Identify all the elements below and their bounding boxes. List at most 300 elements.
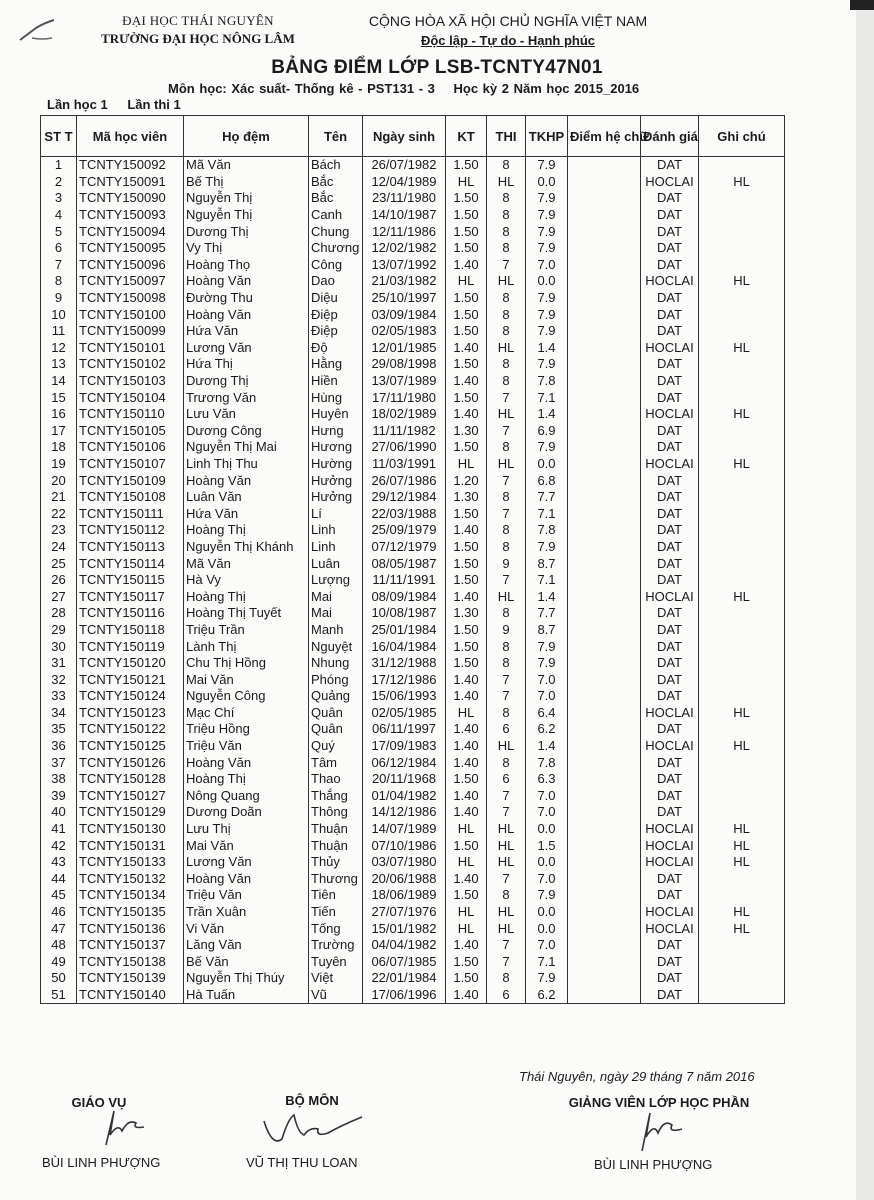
university-name: ĐẠI HỌC THÁI NGUYÊN [122,13,274,28]
cell-surname: Lưu Thị [184,821,309,838]
cell-evaluation: HOCLAI [641,920,699,937]
cell-kt: 1.50 [446,887,487,904]
cell-evaluation: DAT [641,522,699,539]
cell-letter-grade [568,987,641,1004]
cell-evaluation: DAT [641,257,699,274]
cell-kt: 1.40 [446,671,487,688]
cell-letter-grade [568,721,641,738]
cell-evaluation: HOCLAI [641,406,699,423]
cell-dob: 17/06/1996 [363,987,446,1004]
cell-thi: 8 [487,887,526,904]
handwritten-signature [88,1105,148,1149]
cell-stt: 7 [41,257,77,274]
cell-student-code: TCNTY150092 [77,157,184,174]
cell-student-code: TCNTY150134 [77,887,184,904]
cell-kt: 1.40 [446,754,487,771]
cell-thi: HL [487,588,526,605]
cell-note [699,423,785,440]
cell-kt: 1.50 [446,356,487,373]
cell-thi: 6 [487,987,526,1004]
cell-student-code: TCNTY150110 [77,406,184,423]
cell-letter-grade [568,705,641,722]
cell-tkhp: 6.3 [526,771,568,788]
cell-student-code: TCNTY150118 [77,622,184,639]
cell-letter-grade [568,588,641,605]
cell-kt: 1.50 [446,505,487,522]
cell-name: Việt [309,970,363,987]
table-row [41,837,785,854]
cell-thi: 8 [487,290,526,307]
cell-name: Quân [309,721,363,738]
table-row [41,970,785,987]
cell-note: HL [699,456,785,473]
cell-dob: 27/07/1976 [363,904,446,921]
cell-student-code: TCNTY150127 [77,788,184,805]
cell-thi: 7 [487,804,526,821]
cell-kt: 1.50 [446,389,487,406]
cell-thi: HL [487,406,526,423]
cell-tkhp: 7.7 [526,605,568,622]
table-row [41,871,785,888]
cell-tkhp: 7.9 [526,190,568,207]
cell-name: Bắc [309,190,363,207]
table-row [41,273,785,290]
cell-student-code: TCNTY150119 [77,638,184,655]
table-row [41,306,785,323]
cell-tkhp: 7.9 [526,157,568,174]
cell-dob: 11/11/1991 [363,572,446,589]
table-row [41,572,785,589]
cell-dob: 04/04/1982 [363,937,446,954]
cell-letter-grade [568,257,641,274]
table-row [41,505,785,522]
cell-surname: Nguyễn Thị Khánh [184,539,309,556]
cell-kt: 1.40 [446,406,487,423]
cell-tkhp: 1.4 [526,340,568,357]
cell-surname: Hoàng Văn [184,273,309,290]
signature-name: BÙI LINH PHƯỢNG [42,1155,161,1170]
page-title: BẢNG ĐIỂM LỚP LSB-TCNTY47N01 [271,57,603,78]
school-name: TRƯỜNG ĐẠI HỌC NÔNG LÂM [101,31,295,46]
cell-tkhp: 7.9 [526,290,568,307]
col-note: Ghi chú [699,116,785,157]
cell-tkhp: 1.4 [526,406,568,423]
cell-stt: 49 [41,954,77,971]
cell-note [699,240,785,257]
table-row [41,920,785,937]
cell-tkhp: 6.4 [526,705,568,722]
cell-tkhp: 7.0 [526,788,568,805]
cell-dob: 07/12/1979 [363,539,446,556]
cell-tkhp: 0.0 [526,854,568,871]
cell-kt: 1.20 [446,472,487,489]
cell-note [699,539,785,556]
cell-letter-grade [568,290,641,307]
cell-evaluation: DAT [641,970,699,987]
cell-stt: 45 [41,887,77,904]
cell-kt: 1.50 [446,290,487,307]
table-row [41,705,785,722]
cell-student-code: TCNTY150126 [77,754,184,771]
cell-tkhp: 7.0 [526,804,568,821]
cell-evaluation: DAT [641,937,699,954]
cell-evaluation: DAT [641,157,699,174]
cell-note [699,655,785,672]
cell-student-code: TCNTY150114 [77,555,184,572]
col-evaluation: Đánh giá [641,116,699,157]
cell-stt: 36 [41,738,77,755]
cell-note [699,290,785,307]
cell-thi: 8 [487,157,526,174]
cell-kt: 1.30 [446,423,487,440]
cell-thi: 7 [487,688,526,705]
cell-dob: 22/03/1988 [363,505,446,522]
cell-kt: 1.40 [446,373,487,390]
cell-dob: 13/07/1992 [363,257,446,274]
cell-kt: HL [446,705,487,722]
cell-kt: 1.50 [446,555,487,572]
col-kt: KT [446,116,487,157]
cell-kt: HL [446,456,487,473]
cell-stt: 48 [41,937,77,954]
table-row [41,622,785,639]
cell-surname: Chu Thị Hồng [184,655,309,672]
cell-dob: 01/04/1982 [363,788,446,805]
cell-thi: 7 [487,871,526,888]
cell-surname: Hà Vy [184,572,309,589]
cell-stt: 51 [41,987,77,1004]
cell-stt: 14 [41,373,77,390]
cell-evaluation: DAT [641,987,699,1004]
cell-dob: 17/11/1980 [363,389,446,406]
motto: Độc lập - Tự do - Hạnh phúc [420,33,596,48]
cell-thi: 7 [487,671,526,688]
cell-letter-grade [568,157,641,174]
cell-stt: 24 [41,539,77,556]
cell-evaluation: DAT [641,721,699,738]
cell-name: Điệp [309,323,363,340]
cell-evaluation: DAT [641,439,699,456]
cell-student-code: TCNTY150122 [77,721,184,738]
cell-surname: Hoàng Văn [184,754,309,771]
signature-role: GIÁO VỤ [71,1095,127,1110]
cell-letter-grade [568,788,641,805]
cell-student-code: TCNTY150105 [77,423,184,440]
cell-name: Hằng [309,356,363,373]
cell-note [699,638,785,655]
cell-stt: 40 [41,804,77,821]
cell-dob: 18/06/1989 [363,887,446,904]
cell-surname: Nguyễn Công [184,688,309,705]
cell-thi: 8 [487,638,526,655]
cell-kt: HL [446,821,487,838]
cell-name: Quân [309,705,363,722]
cell-kt: 1.40 [446,688,487,705]
cell-note: HL [699,920,785,937]
cell-evaluation: HOCLAI [641,837,699,854]
cell-student-code: TCNTY150104 [77,389,184,406]
col-dob: Ngày sinh [363,116,446,157]
cell-tkhp: 7.8 [526,754,568,771]
cell-note [699,804,785,821]
cell-surname: Nông Quang [184,788,309,805]
cell-thi: 7 [487,788,526,805]
cell-name: Tâm [309,754,363,771]
cell-letter-grade [568,854,641,871]
cell-stt: 32 [41,671,77,688]
cell-note [699,721,785,738]
table-row [41,472,785,489]
cell-letter-grade [568,439,641,456]
cell-surname: Lương Văn [184,340,309,357]
cell-dob: 12/04/1989 [363,174,446,191]
cell-name: Nhung [309,655,363,672]
cell-letter-grade [568,622,641,639]
cell-surname: Hà Tuấn [184,987,309,1004]
cell-thi: 8 [487,306,526,323]
cell-kt: 1.50 [446,970,487,987]
pen-mark [18,18,58,46]
cell-evaluation: DAT [641,871,699,888]
cell-student-code: TCNTY150124 [77,688,184,705]
cell-name: Trường [309,937,363,954]
cell-letter-grade [568,389,641,406]
col-thi: THI [487,116,526,157]
cell-name: Công [309,257,363,274]
cell-dob: 18/02/1989 [363,406,446,423]
table-row [41,406,785,423]
cell-evaluation: DAT [641,389,699,406]
cell-dob: 11/03/1991 [363,456,446,473]
table-row [41,954,785,971]
table-row [41,588,785,605]
cell-note [699,970,785,987]
cell-kt: 1.40 [446,788,487,805]
cell-letter-grade [568,207,641,224]
cell-evaluation: DAT [641,655,699,672]
cell-dob: 06/11/1997 [363,721,446,738]
table-row [41,373,785,390]
cell-dob: 03/09/1984 [363,306,446,323]
cell-stt: 42 [41,837,77,854]
cell-tkhp: 7.9 [526,655,568,672]
cell-dob: 06/07/1985 [363,954,446,971]
cell-name: Thủy [309,854,363,871]
cell-stt: 23 [41,522,77,539]
cell-thi: 6 [487,771,526,788]
cell-tkhp: 1.5 [526,837,568,854]
cell-dob: 15/01/1982 [363,920,446,937]
cell-stt: 33 [41,688,77,705]
cell-surname: Hoàng Thọ [184,257,309,274]
cell-student-code: TCNTY150108 [77,489,184,506]
cell-stt: 25 [41,555,77,572]
cell-stt: 20 [41,472,77,489]
exam-attempt: Lần thi 1 [127,97,181,112]
cell-student-code: TCNTY150100 [77,306,184,323]
grade-table-body [41,157,785,1004]
cell-tkhp: 8.7 [526,622,568,639]
cell-name: Manh [309,622,363,639]
cell-tkhp: 7.0 [526,937,568,954]
cell-stt: 9 [41,290,77,307]
cell-kt: 1.40 [446,738,487,755]
cell-tkhp: 7.9 [526,439,568,456]
cell-note [699,207,785,224]
date-line: Thái Nguyên, ngày 29 tháng 7 năm 2016 [519,1069,755,1084]
cell-letter-grade [568,970,641,987]
cell-thi: HL [487,456,526,473]
cell-letter-grade [568,771,641,788]
cell-letter-grade [568,821,641,838]
cell-surname: Hoàng Văn [184,871,309,888]
cell-evaluation: DAT [641,539,699,556]
cell-evaluation: HOCLAI [641,588,699,605]
cell-dob: 25/10/1997 [363,290,446,307]
cell-tkhp: 7.8 [526,373,568,390]
cell-surname: Triệu Hồng [184,721,309,738]
cell-student-code: TCNTY150135 [77,904,184,921]
cell-evaluation: DAT [641,622,699,639]
cell-letter-grade [568,323,641,340]
cell-stt: 50 [41,970,77,987]
table-row [41,721,785,738]
table-row [41,821,785,838]
cell-name: Thuận [309,837,363,854]
table-row [41,555,785,572]
cell-evaluation: DAT [641,323,699,340]
cell-thi: 7 [487,572,526,589]
cell-note [699,771,785,788]
cell-letter-grade [568,306,641,323]
cell-name: Diệu [309,290,363,307]
cell-surname: Trần Xuân [184,904,309,921]
cell-student-code: TCNTY150107 [77,456,184,473]
cell-thi: 7 [487,472,526,489]
cell-surname: Luân Văn [184,489,309,506]
cell-name: Thông [309,804,363,821]
cell-surname: Nguyễn Thị Thúy [184,970,309,987]
cell-evaluation: DAT [641,489,699,506]
cell-dob: 23/11/1980 [363,190,446,207]
cell-tkhp: 7.0 [526,257,568,274]
cell-kt: 1.40 [446,937,487,954]
cell-evaluation: DAT [641,754,699,771]
cell-stt: 31 [41,655,77,672]
cell-thi: 7 [487,257,526,274]
cell-surname: Hoàng Thị [184,522,309,539]
cell-letter-grade [568,738,641,755]
cell-evaluation: DAT [641,771,699,788]
cell-name: Lí [309,505,363,522]
cell-evaluation: DAT [641,190,699,207]
cell-thi: 8 [487,223,526,240]
cell-surname: Bế Văn [184,954,309,971]
cell-surname: Nguyễn Thị [184,207,309,224]
cell-dob: 08/05/1987 [363,555,446,572]
cell-evaluation: DAT [641,638,699,655]
cell-dob: 11/11/1982 [363,423,446,440]
cell-thi: 8 [487,489,526,506]
cell-stt: 8 [41,273,77,290]
cell-student-code: TCNTY150102 [77,356,184,373]
cell-kt: HL [446,174,487,191]
signature-role: GIẢNG VIÊN LỚP HỌC PHẦN [568,1095,750,1110]
issuer-block [88,12,308,48]
table-row [41,638,785,655]
cell-dob: 20/06/1988 [363,871,446,888]
cell-surname: Lương Văn [184,854,309,871]
cell-note [699,190,785,207]
cell-surname: Dương Thị [184,223,309,240]
cell-note: HL [699,588,785,605]
col-surname: Họ đệm [184,116,309,157]
table-row [41,340,785,357]
cell-evaluation: HOCLAI [641,705,699,722]
cell-note [699,954,785,971]
cell-thi: 8 [487,655,526,672]
cell-surname: Hoàng Thị [184,771,309,788]
cell-student-code: TCNTY150133 [77,854,184,871]
cell-name: Bắc [309,174,363,191]
cell-student-code: TCNTY150113 [77,539,184,556]
cell-student-code: TCNTY150091 [77,174,184,191]
cell-stt: 26 [41,572,77,589]
cell-thi: 9 [487,622,526,639]
table-row [41,190,785,207]
cell-name: Hùng [309,389,363,406]
cell-name: Linh [309,522,363,539]
cell-letter-grade [568,539,641,556]
cell-stt: 4 [41,207,77,224]
cell-name: Huyên [309,406,363,423]
cell-kt: 1.30 [446,605,487,622]
cell-kt: 1.40 [446,522,487,539]
table-row [41,738,785,755]
cell-tkhp: 7.9 [526,887,568,904]
cell-student-code: TCNTY150129 [77,804,184,821]
cell-student-code: TCNTY150125 [77,738,184,755]
cell-student-code: TCNTY150131 [77,837,184,854]
cell-name: Hiền [309,373,363,390]
table-row [41,240,785,257]
cell-student-code: TCNTY150138 [77,954,184,971]
cell-kt: 1.50 [446,655,487,672]
cell-thi: 8 [487,605,526,622]
cell-name: Chung [309,223,363,240]
cell-student-code: TCNTY150106 [77,439,184,456]
table-row [41,323,785,340]
cell-evaluation: DAT [641,373,699,390]
cell-stt: 43 [41,854,77,871]
cell-dob: 27/06/1990 [363,439,446,456]
course-info [168,81,653,96]
cell-kt: 1.50 [446,539,487,556]
cell-surname: Hoàng Thị Tuyết [184,605,309,622]
cell-evaluation: DAT [641,472,699,489]
cell-surname: Mã Văn [184,555,309,572]
signature-block-department [244,1093,380,1170]
cell-kt: 1.50 [446,240,487,257]
cell-tkhp: 7.0 [526,688,568,705]
cell-tkhp: 7.1 [526,389,568,406]
cell-dob: 14/10/1987 [363,207,446,224]
cell-note [699,788,785,805]
table-row [41,439,785,456]
cell-surname: Mạc Chí [184,705,309,722]
cell-evaluation: HOCLAI [641,340,699,357]
cell-evaluation: DAT [641,572,699,589]
